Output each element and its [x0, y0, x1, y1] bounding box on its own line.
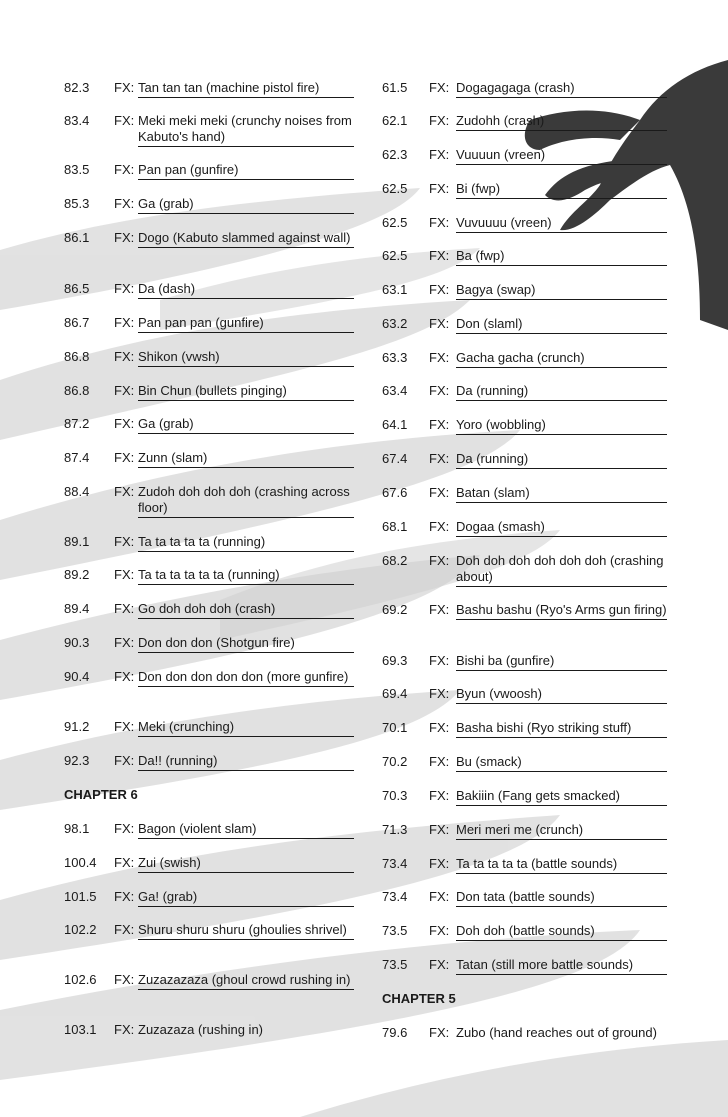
fx-label: FX: [114, 196, 135, 211]
sfx-entry [382, 856, 667, 873]
page-panel-number: 89.4 [64, 601, 90, 616]
sfx-translation: Ta ta ta ta ta (running) [138, 534, 354, 552]
page-panel-number: 86.7 [64, 315, 90, 330]
page-panel-number: 63.3 [382, 350, 408, 365]
sfx-translation: Bishi ba (gunfire) [456, 653, 667, 671]
sfx-translation: Meki meki meki (crunchy noises from Kabuto's hand) [138, 113, 354, 147]
fx-label: FX: [429, 1025, 450, 1040]
fx-label: FX: [429, 215, 450, 230]
page-panel-number: 73.5 [382, 923, 408, 938]
sfx-entry [382, 215, 667, 232]
sfx-entry [64, 889, 354, 906]
fx-label: FX: [114, 567, 135, 582]
page-panel-number: 71.3 [382, 822, 408, 837]
sfx-translation: Ta ta ta ta ta (battle sounds) [456, 856, 667, 874]
sfx-translation: Meki (crunching) [138, 719, 354, 737]
sfx-entry [64, 922, 354, 956]
page-panel-number: 63.2 [382, 316, 408, 331]
sfx-entry [382, 602, 667, 636]
sfx-translation: Don don don don don (more gunfire) [138, 669, 354, 687]
sfx-entry [382, 147, 667, 164]
fx-label: FX: [429, 417, 450, 432]
sfx-entry [382, 653, 667, 670]
sfx-translation: Vuvuuuu (vreen) [456, 215, 667, 233]
page-panel-number: 89.2 [64, 567, 90, 582]
fx-label: FX: [114, 635, 135, 650]
page-panel-number: 82.3 [64, 80, 90, 95]
page-panel-number: 87.2 [64, 416, 90, 431]
page-panel-number: 61.5 [382, 80, 408, 95]
fx-label: FX: [429, 282, 450, 297]
sfx-entry [382, 553, 667, 587]
page-panel-number: 83.4 [64, 113, 90, 128]
chapter-heading: CHAPTER 5 [382, 991, 456, 1006]
page-panel-number: 100.4 [64, 855, 97, 870]
sfx-translation: Bakiiin (Fang gets smacked) [456, 788, 667, 806]
page-panel-number: 67.6 [382, 485, 408, 500]
fx-label: FX: [429, 856, 450, 871]
page-panel-number: 85.3 [64, 196, 90, 211]
fx-label: FX: [114, 484, 135, 499]
sfx-entry [382, 113, 667, 130]
sfx-translation: Don don don (Shotgun fire) [138, 635, 354, 653]
sfx-translation: Tatan (still more battle sounds) [456, 957, 667, 975]
page-panel-number: 73.4 [382, 856, 408, 871]
page-panel-number: 62.5 [382, 215, 408, 230]
fx-label: FX: [114, 601, 135, 616]
chapter-heading: CHAPTER 6 [64, 787, 138, 802]
page-panel-number: 83.5 [64, 162, 90, 177]
sfx-translation: Basha bishi (Ryo striking stuff) [456, 720, 667, 738]
sfx-translation: Dogo (Kabuto slammed against wall) [138, 230, 354, 248]
sfx-translation: Zunn (slam) [138, 450, 354, 468]
sfx-translation: Bin Chun (bullets pinging) [138, 383, 354, 401]
sfx-entry [64, 450, 354, 467]
sfx-entry [64, 230, 354, 264]
sfx-entry [64, 349, 354, 366]
page-panel-number: 89.1 [64, 534, 90, 549]
page-panel-number: 92.3 [64, 753, 90, 768]
fx-label: FX: [114, 669, 135, 684]
fx-label: FX: [114, 349, 135, 364]
page-panel-number: 73.4 [382, 889, 408, 904]
sfx-translation: Tan tan tan (machine pistol fire) [138, 80, 354, 98]
sfx-entry [64, 281, 354, 298]
sfx-entry [64, 635, 354, 652]
fx-label: FX: [114, 315, 135, 330]
sfx-entry [64, 196, 354, 213]
page-panel-number: 69.2 [382, 602, 408, 617]
page-panel-number: 86.5 [64, 281, 90, 296]
sfx-translation: Gacha gacha (crunch) [456, 350, 667, 368]
fx-label: FX: [114, 889, 135, 904]
page-panel-number: 63.1 [382, 282, 408, 297]
sfx-translation: Ga! (grab) [138, 889, 354, 907]
sfx-entry [382, 1025, 667, 1042]
sfx-translation: Bagon (violent slam) [138, 821, 354, 839]
page-panel-number: 62.5 [382, 248, 408, 263]
sfx-entry [382, 923, 667, 940]
fx-label: FX: [114, 113, 135, 128]
sfx-translation: Meri meri me (crunch) [456, 822, 667, 840]
sfx-entry [382, 889, 667, 906]
sfx-translation: Zudoh doh doh doh (crashing across floor) [138, 484, 354, 518]
page-panel-number: 62.3 [382, 147, 408, 162]
sfx-translation: Don tata (battle sounds) [456, 889, 667, 907]
sfx-translation: Ba (fwp) [456, 248, 667, 266]
fx-label: FX: [114, 719, 135, 734]
sfx-translation: Zubo (hand reaches out of ground) [456, 1025, 657, 1040]
fx-label: FX: [429, 602, 450, 617]
sfx-entry [64, 1022, 354, 1039]
fx-label: FX: [429, 383, 450, 398]
page-panel-number: 102.6 [64, 972, 97, 987]
fx-label: FX: [114, 450, 135, 465]
sfx-entry [64, 113, 354, 147]
sfx-translation: Ga (grab) [138, 416, 354, 434]
sfx-translation: Dogaa (smash) [456, 519, 667, 537]
sfx-translation: Shikon (vwsh) [138, 349, 354, 367]
page-panel-number: 91.2 [64, 719, 90, 734]
fx-label: FX: [114, 383, 135, 398]
fx-label: FX: [429, 923, 450, 938]
fx-label: FX: [114, 230, 135, 245]
sfx-entry [64, 484, 354, 518]
sfx-translation: Pan pan pan (gunfire) [138, 315, 354, 333]
sfx-translation: Pan pan (gunfire) [138, 162, 354, 180]
sfx-entry [64, 972, 354, 1006]
sfx-entry [382, 720, 667, 737]
sfx-entry [64, 753, 354, 770]
sfx-entry [382, 383, 667, 400]
page-panel-number: 90.3 [64, 635, 90, 650]
sfx-translation: Da!! (running) [138, 753, 354, 771]
sfx-translation: Ga (grab) [138, 196, 354, 214]
sfx-entry [64, 669, 354, 703]
sfx-entry [382, 80, 667, 97]
fx-label: FX: [429, 451, 450, 466]
fx-label: FX: [429, 80, 450, 95]
fx-label: FX: [114, 416, 135, 431]
page-panel-number: 101.5 [64, 889, 97, 904]
fx-label: FX: [114, 821, 135, 836]
fx-label: FX: [114, 922, 135, 937]
page-panel-number: 67.4 [382, 451, 408, 466]
sfx-translation: Zudohh (crash) [456, 113, 667, 131]
sfx-translation: Bu (smack) [456, 754, 667, 772]
sfx-entry [382, 519, 667, 536]
fx-label: FX: [429, 754, 450, 769]
page-panel-number: 70.3 [382, 788, 408, 803]
sfx-translation: Da (running) [456, 383, 667, 401]
fx-label: FX: [429, 957, 450, 972]
sfx-entry [382, 754, 667, 771]
fx-label: FX: [429, 653, 450, 668]
fx-label: FX: [429, 147, 450, 162]
page-panel-number: 68.1 [382, 519, 408, 534]
sfx-translation: Dogagagaga (crash) [456, 80, 667, 98]
fx-label: FX: [114, 80, 135, 95]
sfx-entry [382, 316, 667, 333]
sfx-entry [382, 282, 667, 299]
sfx-entry [64, 855, 354, 872]
page-panel-number: 64.1 [382, 417, 408, 432]
sfx-entry [64, 719, 354, 736]
sfx-entry [64, 162, 354, 179]
sfx-entry [382, 822, 667, 839]
sfx-translation: Bashu bashu (Ryo's Arms gun firing) [456, 602, 667, 620]
sfx-translation: Shuru shuru shuru (ghoulies shrivel) [138, 922, 354, 940]
page-panel-number: 88.4 [64, 484, 90, 499]
page-panel-number: 62.1 [382, 113, 408, 128]
page-panel-number: 102.2 [64, 922, 97, 937]
fx-label: FX: [114, 972, 135, 987]
sfx-entry [382, 350, 667, 367]
sfx-entry [64, 534, 354, 551]
sfx-entry [382, 417, 667, 434]
fx-label: FX: [114, 753, 135, 768]
fx-label: FX: [429, 686, 450, 701]
sfx-translation: Zui (swish) [138, 855, 354, 873]
sfx-translation: Don (slaml) [456, 316, 667, 334]
sfx-translation: Byun (vwoosh) [456, 686, 667, 704]
page-panel-number: 70.1 [382, 720, 408, 735]
fx-label: FX: [429, 788, 450, 803]
sfx-entry [382, 248, 667, 265]
fx-label: FX: [114, 534, 135, 549]
fx-label: FX: [429, 553, 450, 568]
sfx-translation: Da (dash) [138, 281, 354, 299]
sfx-entry [64, 80, 354, 97]
page-panel-number: 90.4 [64, 669, 90, 684]
fx-label: FX: [114, 1022, 135, 1037]
sfx-entry [64, 821, 354, 838]
page-panel-number: 69.3 [382, 653, 408, 668]
sfx-entry [382, 451, 667, 468]
sfx-entry [64, 315, 354, 332]
fx-label: FX: [114, 855, 135, 870]
sfx-entry [382, 788, 667, 805]
sfx-entry [64, 416, 354, 433]
sfx-translation: Go doh doh doh (crash) [138, 601, 354, 619]
sfx-translation: Batan (slam) [456, 485, 667, 503]
page-panel-number: 69.4 [382, 686, 408, 701]
fx-label: FX: [429, 350, 450, 365]
page-panel-number: 86.1 [64, 230, 90, 245]
fx-label: FX: [114, 162, 135, 177]
fx-label: FX: [429, 181, 450, 196]
page-panel-number: 86.8 [64, 349, 90, 364]
sfx-translation: Zuzazaza (rushing in) [138, 1022, 263, 1037]
fx-label: FX: [429, 248, 450, 263]
sfx-translation: Zuzazazaza (ghoul crowd rushing in) [138, 972, 354, 990]
sfx-translation: Yoro (wobbling) [456, 417, 667, 435]
sfx-entry [64, 383, 354, 400]
page-panel-number: 79.6 [382, 1025, 408, 1040]
sfx-translation: Doh doh doh doh doh doh (crashing about) [456, 553, 667, 587]
fx-label: FX: [429, 822, 450, 837]
page-panel-number: 62.5 [382, 181, 408, 196]
fx-label: FX: [429, 889, 450, 904]
sfx-translation: Bagya (swap) [456, 282, 667, 300]
fx-label: FX: [429, 113, 450, 128]
fx-label: FX: [429, 316, 450, 331]
sfx-translation: Ta ta ta ta ta ta (running) [138, 567, 354, 585]
sfx-entry [382, 485, 667, 502]
page-panel-number: 68.2 [382, 553, 408, 568]
page-panel-number: 63.4 [382, 383, 408, 398]
sfx-entry [382, 686, 667, 703]
page-panel-number: 86.8 [64, 383, 90, 398]
page-panel-number: 70.2 [382, 754, 408, 769]
sfx-entry [382, 957, 667, 974]
sfx-entry [64, 601, 354, 618]
sfx-translation: Vuuuun (vreen) [456, 147, 667, 165]
fx-label: FX: [114, 281, 135, 296]
page-panel-number: 73.5 [382, 957, 408, 972]
fx-label: FX: [429, 720, 450, 735]
fx-label: FX: [429, 485, 450, 500]
sfx-translation: Doh doh (battle sounds) [456, 923, 667, 941]
sfx-translation: Bi (fwp) [456, 181, 667, 199]
sfx-entry [64, 567, 354, 584]
page-panel-number: 98.1 [64, 821, 90, 836]
page-panel-number: 87.4 [64, 450, 90, 465]
sfx-entry [382, 181, 667, 198]
page-panel-number: 103.1 [64, 1022, 97, 1037]
sfx-translation: Da (running) [456, 451, 667, 469]
fx-label: FX: [429, 519, 450, 534]
